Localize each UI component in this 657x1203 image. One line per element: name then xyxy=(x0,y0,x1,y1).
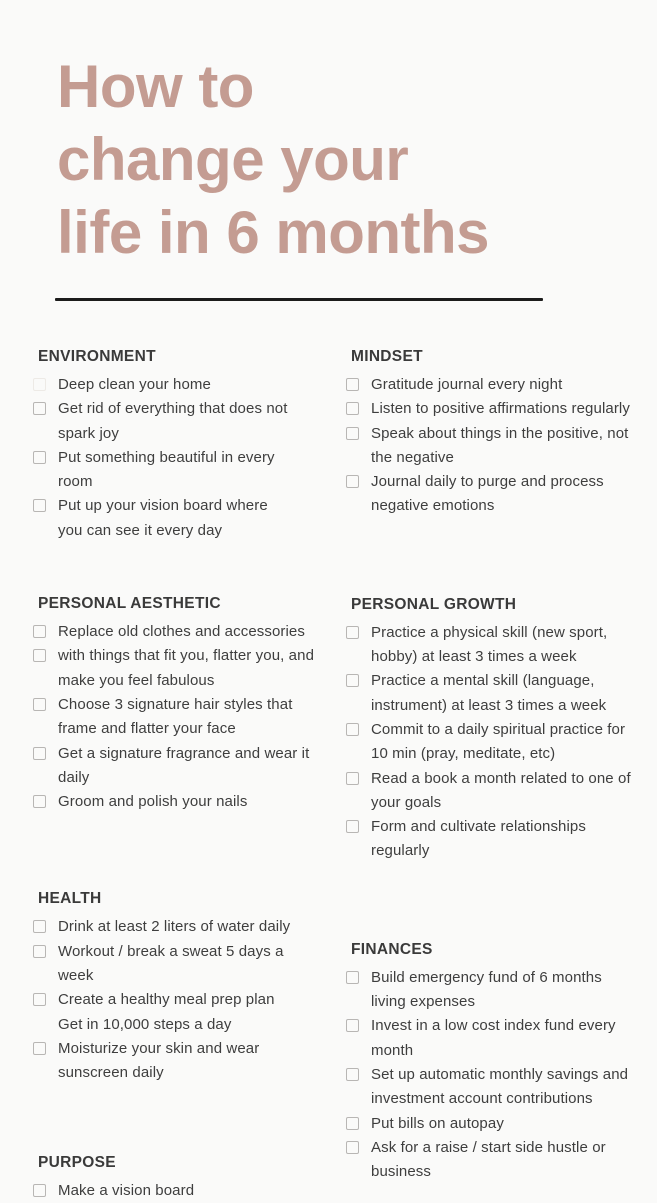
checklist-row xyxy=(346,966,652,990)
section-personal-growth xyxy=(346,595,652,864)
checkbox[interactable] xyxy=(346,723,359,736)
checklist-row xyxy=(33,494,335,518)
section-health xyxy=(33,889,335,1085)
checkbox[interactable] xyxy=(346,1019,359,1032)
checklist-row xyxy=(346,494,652,518)
section-title-personal-growth: PERSONAL GROWTH xyxy=(351,595,517,613)
checkbox[interactable] xyxy=(33,920,46,933)
checkbox[interactable] xyxy=(346,772,359,785)
checklist-row xyxy=(33,1037,335,1061)
checkbox[interactable] xyxy=(33,795,46,808)
checklist-row xyxy=(33,790,335,814)
checklist-row xyxy=(346,422,652,446)
checklist-item-text: Get in 10,000 steps a day xyxy=(58,1015,232,1033)
checklist-item-text: Form and cultivate relationships xyxy=(371,818,586,836)
checkbox[interactable] xyxy=(346,820,359,833)
checkbox[interactable] xyxy=(33,499,46,512)
checklist-row xyxy=(33,742,335,766)
checklist-row xyxy=(33,422,335,446)
checklist-item-text: hobby) at least 3 times a week xyxy=(371,648,577,666)
checklist-row xyxy=(346,1112,652,1136)
checklist-row xyxy=(33,446,335,470)
checkbox[interactable] xyxy=(346,971,359,984)
checkbox[interactable] xyxy=(33,378,46,391)
checklist-row xyxy=(33,693,335,717)
checkbox[interactable] xyxy=(346,674,359,687)
checklist-item-text: Speak about things in the positive, not xyxy=(371,424,629,442)
checklist-item-text: Gratitude journal every night xyxy=(371,376,563,393)
checklist-row xyxy=(346,815,652,839)
checklist-item-text: negative emotions xyxy=(371,497,495,515)
checklist-row xyxy=(346,767,652,791)
checklist-item-text: your goals xyxy=(371,793,442,811)
checklist-row xyxy=(346,1039,652,1063)
checkbox-spacer xyxy=(346,791,371,804)
checklist-row xyxy=(346,1087,652,1111)
checklist-row xyxy=(346,1160,652,1184)
checklist-row xyxy=(33,669,335,693)
checkbox-spacer xyxy=(33,964,58,977)
section-title-personal-aesthetic: PERSONAL AESTHETIC xyxy=(38,595,221,613)
page-title-line-2: change your xyxy=(57,126,409,193)
checkbox-spacer xyxy=(33,717,58,730)
checklist-item-text: the negative xyxy=(371,448,454,466)
checklist-row xyxy=(33,620,335,644)
section-title-environment: ENVIRONMENT xyxy=(38,348,156,365)
checklist-item-text: Groom and polish your nails xyxy=(58,793,248,811)
checklist-row xyxy=(346,470,652,494)
checkbox[interactable] xyxy=(33,451,46,464)
checkbox[interactable] xyxy=(33,698,46,711)
checklist-item-text: Moisturize your skin and wear xyxy=(58,1039,260,1057)
checkbox-spacer xyxy=(346,990,371,1003)
checkbox[interactable] xyxy=(33,747,46,760)
checklist-item-text: Read a book a month related to one of xyxy=(371,769,631,787)
checklist-item-text: week xyxy=(58,967,94,985)
checklist-item-text: Create a healthy meal prep plan xyxy=(58,991,275,1009)
checklist-row xyxy=(346,742,652,766)
checklist-item-text: Practice a mental skill (language, xyxy=(371,672,595,690)
checkbox-spacer xyxy=(346,494,371,507)
checkbox[interactable] xyxy=(33,625,46,638)
checklist-row xyxy=(346,718,652,742)
checklist-row xyxy=(33,988,335,1012)
checklist-item-text: Commit to a daily spiritual practice for xyxy=(371,720,626,738)
checklist-item-text: Get a signature fragrance and wear it xyxy=(58,744,310,762)
checklist-row xyxy=(346,669,652,693)
checkbox[interactable] xyxy=(33,1184,46,1197)
checklist-row xyxy=(33,940,335,964)
checklist-row xyxy=(346,694,652,718)
checkbox[interactable] xyxy=(346,475,359,488)
checkbox-spacer xyxy=(346,742,371,755)
section-title-mindset: MINDSET xyxy=(351,348,423,365)
checkbox[interactable] xyxy=(346,1068,359,1081)
checklist-item-text: Put bills on autopay xyxy=(371,1114,504,1132)
checklist-row xyxy=(33,1061,335,1085)
section-environment xyxy=(33,347,335,543)
right-column xyxy=(346,347,652,1184)
checklist-item-text: make you feel fabulous xyxy=(58,671,215,689)
checkbox[interactable] xyxy=(346,626,359,639)
checkbox[interactable] xyxy=(33,649,46,662)
checklist-item-text: Workout / break a sweat 5 days a xyxy=(58,942,284,960)
checklist-item-text: month xyxy=(371,1041,414,1059)
checklist-row xyxy=(346,990,652,1014)
checkbox-spacer xyxy=(33,669,58,682)
checklist-item-text: living expenses xyxy=(371,993,476,1011)
checklist-row xyxy=(33,397,335,421)
checklist-row xyxy=(33,644,335,668)
section-title-purpose: PURPOSE xyxy=(38,1153,116,1171)
checkbox[interactable] xyxy=(33,993,46,1006)
checklist-item-text: Replace old clothes and accessories xyxy=(58,623,305,641)
checkbox[interactable] xyxy=(33,1042,46,1055)
checklist-row xyxy=(33,915,335,939)
checklist-row xyxy=(346,446,652,470)
section-finances xyxy=(346,940,652,1185)
checkbox[interactable] xyxy=(33,402,46,415)
checklist-item-text: frame and flatter your face xyxy=(58,720,236,738)
checklist-item-text: Listen to positive affirmations regularly xyxy=(371,400,630,418)
checklist-item-text: instrument) at least 3 times a week xyxy=(371,696,607,714)
checklist-item-text: business xyxy=(371,1163,432,1181)
checkbox-spacer xyxy=(33,1013,58,1026)
checklist-row xyxy=(33,1179,335,1203)
checkbox-spacer xyxy=(33,470,58,483)
checklist-item-text: Practice a physical skill (new sport, xyxy=(371,623,608,641)
checklist-item-text: Set up automatic monthly savings and xyxy=(371,1065,629,1083)
checkbox[interactable] xyxy=(346,1141,359,1154)
page-title-line-1: How to xyxy=(57,53,254,120)
checkbox-spacer xyxy=(346,1039,371,1052)
checklist-item-text: with things that fit you, flatter you, and xyxy=(58,647,315,665)
checklist-item-text: Make a vision board xyxy=(58,1181,195,1199)
section-purpose xyxy=(33,1153,335,1203)
left-column xyxy=(33,347,335,1203)
checklist-item-text: 10 min (pray, meditate, etc) xyxy=(371,745,556,763)
checklist-item-text: spark joy xyxy=(58,424,119,442)
checklist-row xyxy=(346,373,652,397)
checklist-row xyxy=(346,645,652,669)
checklist-item-text: Invest in a low cost index fund every xyxy=(371,1017,616,1035)
checklist-row xyxy=(346,397,652,421)
checklist-row xyxy=(33,519,335,543)
checklist-row xyxy=(346,839,652,863)
checklist-item-text: Drink at least 2 liters of water daily xyxy=(58,918,291,936)
section-title-finances: FINANCES xyxy=(351,940,433,958)
checklist-row xyxy=(346,1063,652,1087)
checklist-item-text: Choose 3 signature hair styles that xyxy=(58,695,293,713)
checkbox-spacer xyxy=(346,694,371,707)
checkbox[interactable] xyxy=(346,1117,359,1130)
checklist-item-text: sunscreen daily xyxy=(58,1064,164,1082)
checkbox-spacer xyxy=(346,1087,371,1100)
checklist-row xyxy=(346,1014,652,1038)
section-title-health: HEALTH xyxy=(38,890,102,908)
checklist-item-text: investment account contributions xyxy=(371,1090,593,1108)
checkbox-spacer xyxy=(33,1061,58,1074)
checkbox[interactable] xyxy=(346,402,359,415)
page-title-line-3: life in 6 months xyxy=(57,199,490,266)
checkbox-spacer xyxy=(33,422,58,435)
checkbox[interactable] xyxy=(346,427,359,440)
checklist-item-text: regularly xyxy=(371,842,430,860)
section-personal-aesthetic xyxy=(33,594,335,814)
checklist-item-text: Deep clean your home xyxy=(58,376,211,393)
checklist-item-text: Put up your vision board where xyxy=(58,497,268,515)
checklist-row xyxy=(33,470,335,494)
checklist-row xyxy=(346,791,652,815)
checklist-row xyxy=(346,1136,652,1160)
checklist-row xyxy=(33,766,335,790)
checklist-row xyxy=(33,964,335,988)
checklist-row xyxy=(33,373,335,397)
checklist-item-text: you can see it every day xyxy=(58,521,223,539)
checklist-item-text: Put something beautiful in every xyxy=(58,448,275,466)
checkbox-spacer xyxy=(33,766,58,779)
checklist-item-text: Get rid of everything that does not xyxy=(58,400,288,418)
checkbox[interactable] xyxy=(346,378,359,391)
checklist-item-text: room xyxy=(58,473,93,491)
checkbox-spacer xyxy=(346,645,371,658)
checkbox[interactable] xyxy=(33,945,46,958)
checkbox-spacer xyxy=(346,1160,371,1173)
checklist-item-text: Build emergency fund of 6 months xyxy=(371,968,602,986)
checklist-row xyxy=(33,717,335,741)
checklist-item-text: daily xyxy=(58,768,90,786)
checklist-row xyxy=(33,1013,335,1037)
checkbox-spacer xyxy=(346,839,371,852)
checklist-item-text: Ask for a raise / start side hustle or xyxy=(371,1138,606,1156)
page-title xyxy=(57,50,489,269)
title-divider xyxy=(55,298,543,301)
checklist-item-text: Journal daily to purge and process xyxy=(371,473,604,491)
section-mindset xyxy=(346,347,652,519)
checkbox-spacer xyxy=(33,519,58,532)
checkbox-spacer xyxy=(346,446,371,459)
checklist-row xyxy=(346,621,652,645)
